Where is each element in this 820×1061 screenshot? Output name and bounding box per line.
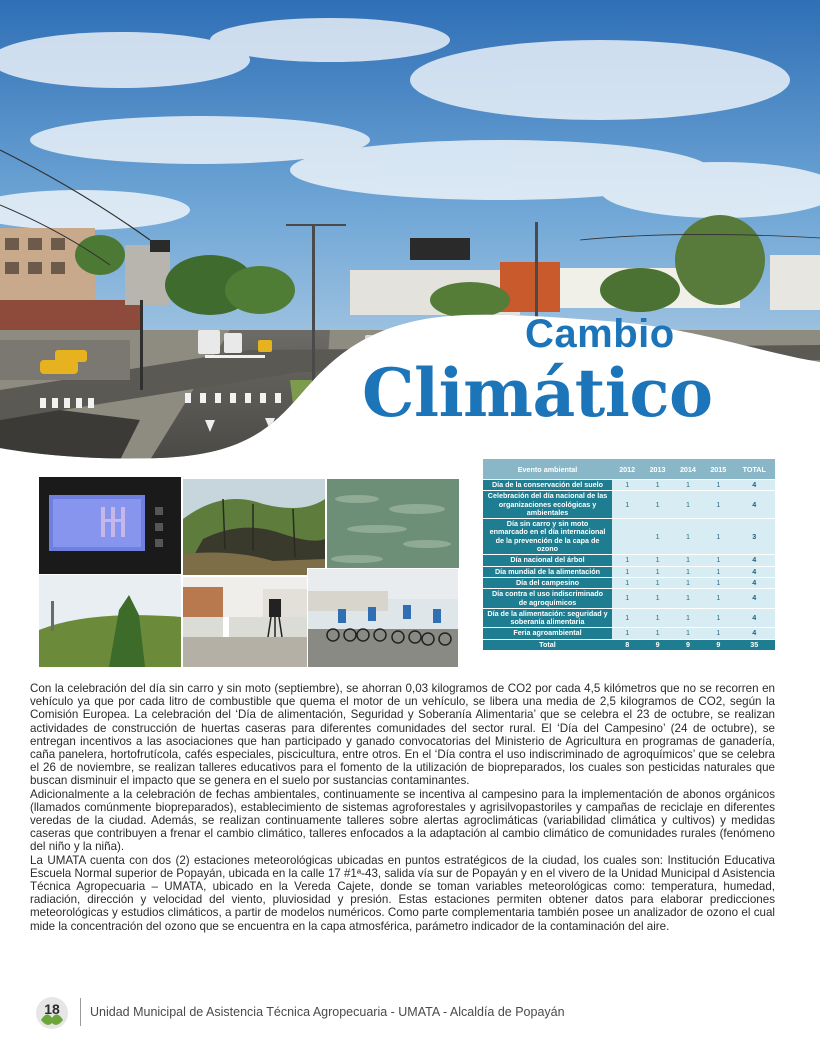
total-2012: 8 [612, 639, 642, 650]
header-2013: 2013 [642, 459, 672, 480]
row-event: Día de la conservación del suelo [483, 480, 612, 491]
leaf-circle-icon [35, 996, 69, 1030]
row-2015: 1 [703, 480, 733, 491]
row-total: 4 [734, 577, 776, 588]
row-2013: 1 [642, 608, 672, 628]
row-2012: 1 [612, 491, 642, 519]
row-2012 [612, 519, 642, 555]
row-event: Día sin carro y sin moto enmarcado en el día internacional de la prevención de la capa de ozono [483, 519, 612, 555]
title-line-cambio: Cambio [525, 312, 675, 356]
row-2015: 1 [703, 628, 733, 639]
row-2015: 1 [703, 577, 733, 588]
header-2015: 2015 [703, 459, 733, 480]
row-total: 3 [734, 519, 776, 555]
row-event: Celebración del día nacional de las organizaciones ecológicas y ambientales [483, 491, 612, 519]
page-number: 18 [44, 1001, 60, 1017]
photo-water-surface [326, 478, 460, 576]
row-total: 4 [734, 608, 776, 628]
total-2014: 9 [673, 639, 703, 650]
header-total: TOTAL [734, 459, 776, 480]
photo-burnt-hillside [182, 478, 326, 576]
row-2014: 1 [673, 628, 703, 639]
row-2012: 1 [612, 608, 642, 628]
article-body [30, 682, 775, 933]
table-row [483, 628, 775, 639]
row-2015: 1 [703, 566, 733, 577]
row-event: Día mundial de la alimentación [483, 566, 612, 577]
row-2015: 1 [703, 608, 733, 628]
row-2012: 1 [612, 577, 642, 588]
row-2014: 1 [673, 608, 703, 628]
table-header-row [483, 459, 775, 480]
row-event: Día de la alimentación: seguridad y soberanía alimentaria [483, 608, 612, 628]
row-2014: 1 [673, 519, 703, 555]
paragraph-carfree-day: Con la celebración del día sin carro y sin moto (septiembre), se ahorran 0,03 kilogramos de CO2 por cada 4,5 kilómetros que no se recorren en vehículo ya que por cada litro de combustible que quema el motor de un vehículo, se libera una media de 2,5 kilogramos de CO2, según la Comisión Europea. La celebración del ‘Día de alimentación, Seguridad y Soberanía Alimentaria’ que se celebra el 23 de octubre, se realizan actividades de construcción de huertas caseras para diferentes comunidades del sector rural. El ‘Día del Campesino’ (24 de octubre), se entregan incentivos a las asociaciones que han participado y ganado convocatorias del Ministerio de Agricultura en programas de ganadería, caña panelera, hortofrutícola, cafés especiales, piscicultura, entre otros. En el ‘Día contra el uso indiscriminado de agroquímicos’ que se celebra el 26 de noviembre, se realizan talleres educativos para el fomento de la utilización de biopreparados, los cuales son pesticidas naturales que buscan disminuir el impacto que se genera en el suelo por sustancias contaminantes. [30, 682, 775, 788]
photo-ozone-analyzer-screen [38, 476, 182, 578]
paragraph-campesino-incentives: Adicionalmente a la celebración de fechas ambientales, continuamente se incentiva al campesino para la implementación de abonos orgánicos (llamados comúnmente biopreparados), establecimiento de sistemas agroforestales y agrisilvopastoriles y campañas de reciclaje en diferentes veredas de la ciudad. Además, se realizan continuamente talleres sobre alertas agroclimáticas (variabilidad climática y cultivos) y medidas caseras que contribuyen a frenar el cambio climático, talleres enfocados a la adaptación al cambio climático de comunidades rurales (fenómeno del niño y la niña). [30, 787, 775, 854]
row-2013: 1 [642, 577, 672, 588]
row-2015: 1 [703, 555, 733, 566]
row-2012: 1 [612, 589, 642, 609]
row-2014: 1 [673, 480, 703, 491]
row-2013: 1 [642, 555, 672, 566]
table-total-row [483, 639, 775, 650]
row-2014: 1 [673, 566, 703, 577]
row-2012: 1 [612, 480, 642, 491]
row-2013: 1 [642, 628, 672, 639]
total-sum: 35 [734, 639, 776, 650]
table-row [483, 491, 775, 519]
row-2013: 1 [642, 491, 672, 519]
table-row [483, 577, 775, 588]
photo-cyclists-carfree-day [307, 568, 459, 668]
table-row [483, 480, 775, 491]
row-total: 4 [734, 480, 776, 491]
title-line-climatico: Climático [362, 354, 713, 432]
photo-town-square-event [182, 576, 308, 668]
row-event: Día contra el uso indiscriminado de agroquímicos [483, 589, 612, 609]
row-2013: 1 [642, 566, 672, 577]
row-2013: 1 [642, 480, 672, 491]
row-2015: 1 [703, 589, 733, 609]
row-2014: 1 [673, 589, 703, 609]
table-row [483, 566, 775, 577]
header-2014: 2014 [673, 459, 703, 480]
table-row [483, 555, 775, 566]
row-event: Día nacional del árbol [483, 555, 612, 566]
row-2013: 1 [642, 519, 672, 555]
row-2014: 1 [673, 555, 703, 566]
row-event: Feria agroambiental [483, 628, 612, 639]
row-2012: 1 [612, 555, 642, 566]
table-row [483, 519, 775, 555]
row-2014: 1 [673, 577, 703, 588]
row-2014: 1 [673, 491, 703, 519]
header-2012: 2012 [612, 459, 642, 480]
total-2015: 9 [703, 639, 733, 650]
row-2015: 1 [703, 491, 733, 519]
row-total: 4 [734, 589, 776, 609]
header-event: Evento ambiental [483, 459, 612, 480]
total-2013: 9 [642, 639, 672, 650]
row-2012: 1 [612, 628, 642, 639]
footer-divider [80, 998, 81, 1026]
paragraph-weather-stations: La UMATA cuenta con dos (2) estaciones meteorológicas ubicadas en puntos estratégicos de la ciudad, los cuales son: Institución Educativa Escuela Normal superior de Popayán, ubicada en la calle 17 #1ª-43, salida vía sur de Popayán y en el vivero de la Unidad Municipal d Asistencia Técnica Agropecuaria – UMATA, ubicado en la Vereda Cajete, donde se toman variables meteorológicas como: temperatura, humedad, radiación, dirección y velocidad del viento, pluviosidad y presión. Estas estaciones permiten obtener datos para elaborar predicciones meteorológicas y estudios climáticos, a partir de modelos numéricos. Como parte complementaria también posee un analizador de ozono el cual mide la concentración del ozono que se encuentra en la capa atmosférica, parámetro indicador de la contaminación del aire. [30, 853, 775, 933]
table-row [483, 608, 775, 628]
row-total: 4 [734, 628, 776, 639]
footer-credit: Unidad Municipal de Asistencia Técnica Agropecuaria - UMATA - Alcaldía de Popayán [90, 1005, 565, 1019]
page-number-badge [35, 996, 69, 1030]
row-total: 4 [734, 555, 776, 566]
total-label: Total [483, 639, 612, 650]
row-2013: 1 [642, 589, 672, 609]
environmental-events-table [483, 459, 775, 650]
row-event: Día del campesino [483, 577, 612, 588]
row-total: 4 [734, 566, 776, 577]
row-total: 4 [734, 491, 776, 519]
row-2015: 1 [703, 519, 733, 555]
row-2012: 1 [612, 566, 642, 577]
photo-pine-tree-hill [38, 574, 182, 668]
table-row [483, 589, 775, 609]
